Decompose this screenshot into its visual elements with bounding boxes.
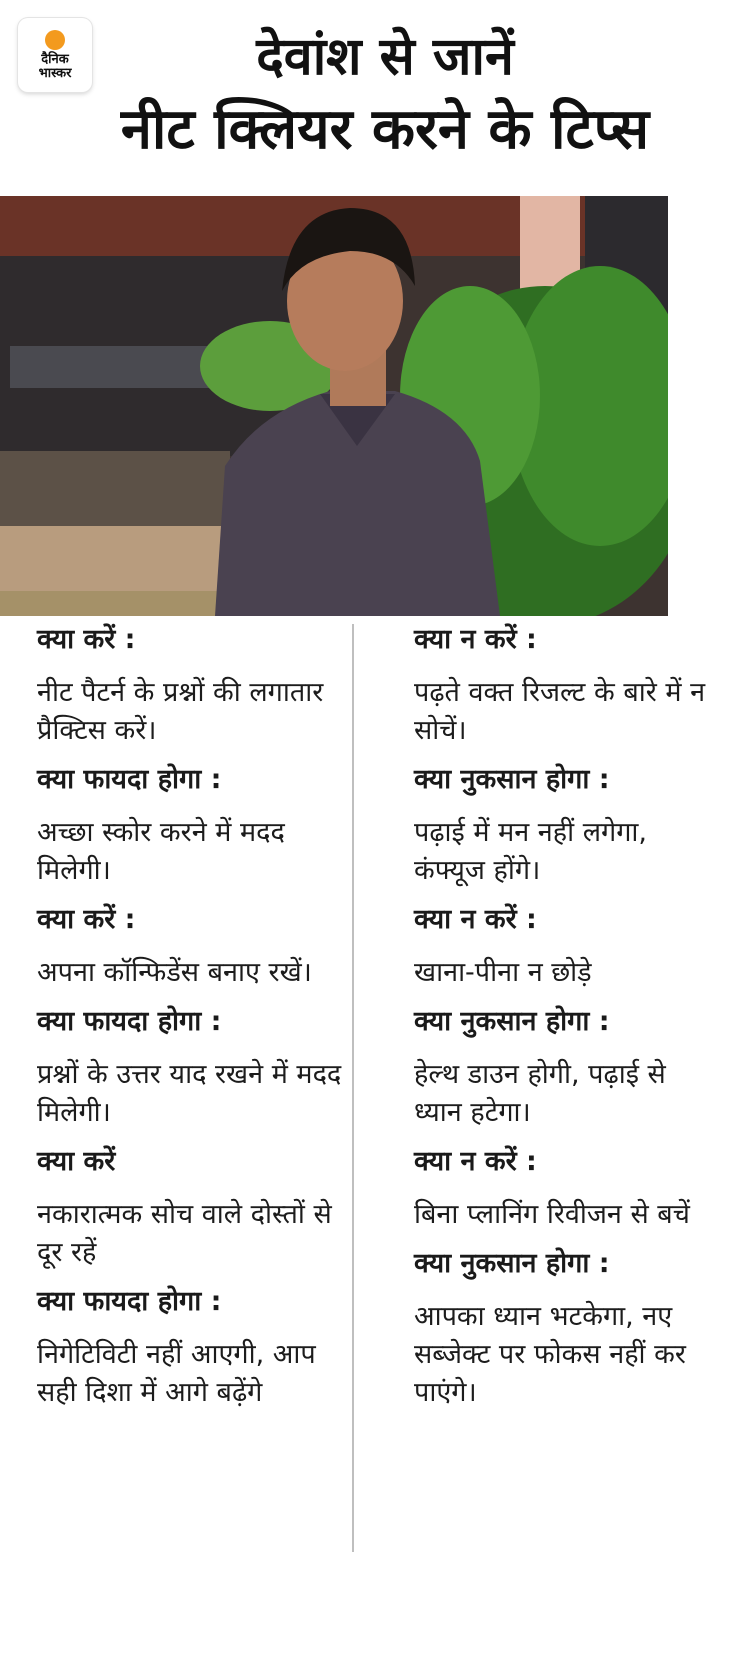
tip-heading: क्या करें : xyxy=(37,904,136,935)
tip-text: हेल्थ डाउन होगी, पढ़ाई से ध्यान हटेगा। xyxy=(414,1059,666,1128)
tip-block xyxy=(37,1144,342,1272)
tip-heading: क्या न करें : xyxy=(414,904,537,935)
dont-column xyxy=(414,622,714,1424)
tip-block xyxy=(414,762,714,890)
tip-text: नकारात्मक सोच वाले दोस्तों से दूर रहें xyxy=(37,1199,332,1268)
headline-line2: नीट क्लियर करने के टिप्स xyxy=(120,97,650,162)
do-column xyxy=(37,622,342,1424)
tip-heading: क्या फायदा होगा : xyxy=(37,1286,222,1317)
tip-text: खाना-पीना न छोड़े xyxy=(414,957,592,988)
tip-text: निगेटिविटी नहीं आएगी, आप सही दिशा में आगे बढ़ेंगे xyxy=(37,1339,316,1408)
tip-block xyxy=(414,1246,714,1412)
tip-text: पढ़ते वक्त रिजल्ट के बारे में न सोचें। xyxy=(414,677,706,746)
tip-heading: क्या करें : xyxy=(37,624,136,655)
tip-block xyxy=(37,1004,342,1132)
column-divider xyxy=(352,624,354,1552)
tip-block xyxy=(37,902,342,992)
headline-line1: देवांश से जानें xyxy=(256,27,514,87)
tip-text: प्रश्नों के उत्तर याद रखने में मदद मिलेगी। xyxy=(37,1059,342,1128)
tip-block xyxy=(37,762,342,890)
tip-block xyxy=(414,1004,714,1132)
tip-block xyxy=(414,902,714,992)
tip-block xyxy=(414,1144,714,1234)
logo-line1: दैनिक xyxy=(41,51,69,67)
tip-block xyxy=(414,622,714,750)
tip-text: नीट पैटर्न के प्रश्नों की लगातार प्रैक्टिस करें। xyxy=(37,677,324,746)
tip-heading: क्या नुकसान होगा : xyxy=(414,764,610,795)
tip-heading: क्या फायदा होगा : xyxy=(37,764,222,795)
tip-heading: क्या फायदा होगा : xyxy=(37,1006,222,1037)
tip-block xyxy=(37,1284,342,1412)
tip-heading: क्या नुकसान होगा : xyxy=(414,1006,610,1037)
tip-heading: क्या न करें : xyxy=(414,1146,537,1177)
student-photo xyxy=(0,196,668,616)
tip-text: बिना प्लानिंग रिवीजन से बचें xyxy=(414,1199,690,1230)
logo-line2: भास्कर xyxy=(38,65,72,81)
tip-block xyxy=(37,622,342,750)
tip-text: पढ़ाई में मन नहीं लगेगा, कंफ्यूज होंगे। xyxy=(414,817,647,886)
tip-text: अपना कॉन्फिडेंस बनाए रखें। xyxy=(37,957,312,988)
tip-text: आपका ध्यान भटकेगा, नए सब्जेक्ट पर फोकस नहीं कर पाएंगे। xyxy=(414,1301,686,1408)
tip-heading: क्या न करें : xyxy=(414,624,537,655)
tip-heading: क्या नुकसान होगा : xyxy=(414,1248,610,1279)
tip-heading: क्या करें xyxy=(37,1146,116,1177)
tip-text: अच्छा स्कोर करने में मदद मिलेगी। xyxy=(37,817,285,886)
